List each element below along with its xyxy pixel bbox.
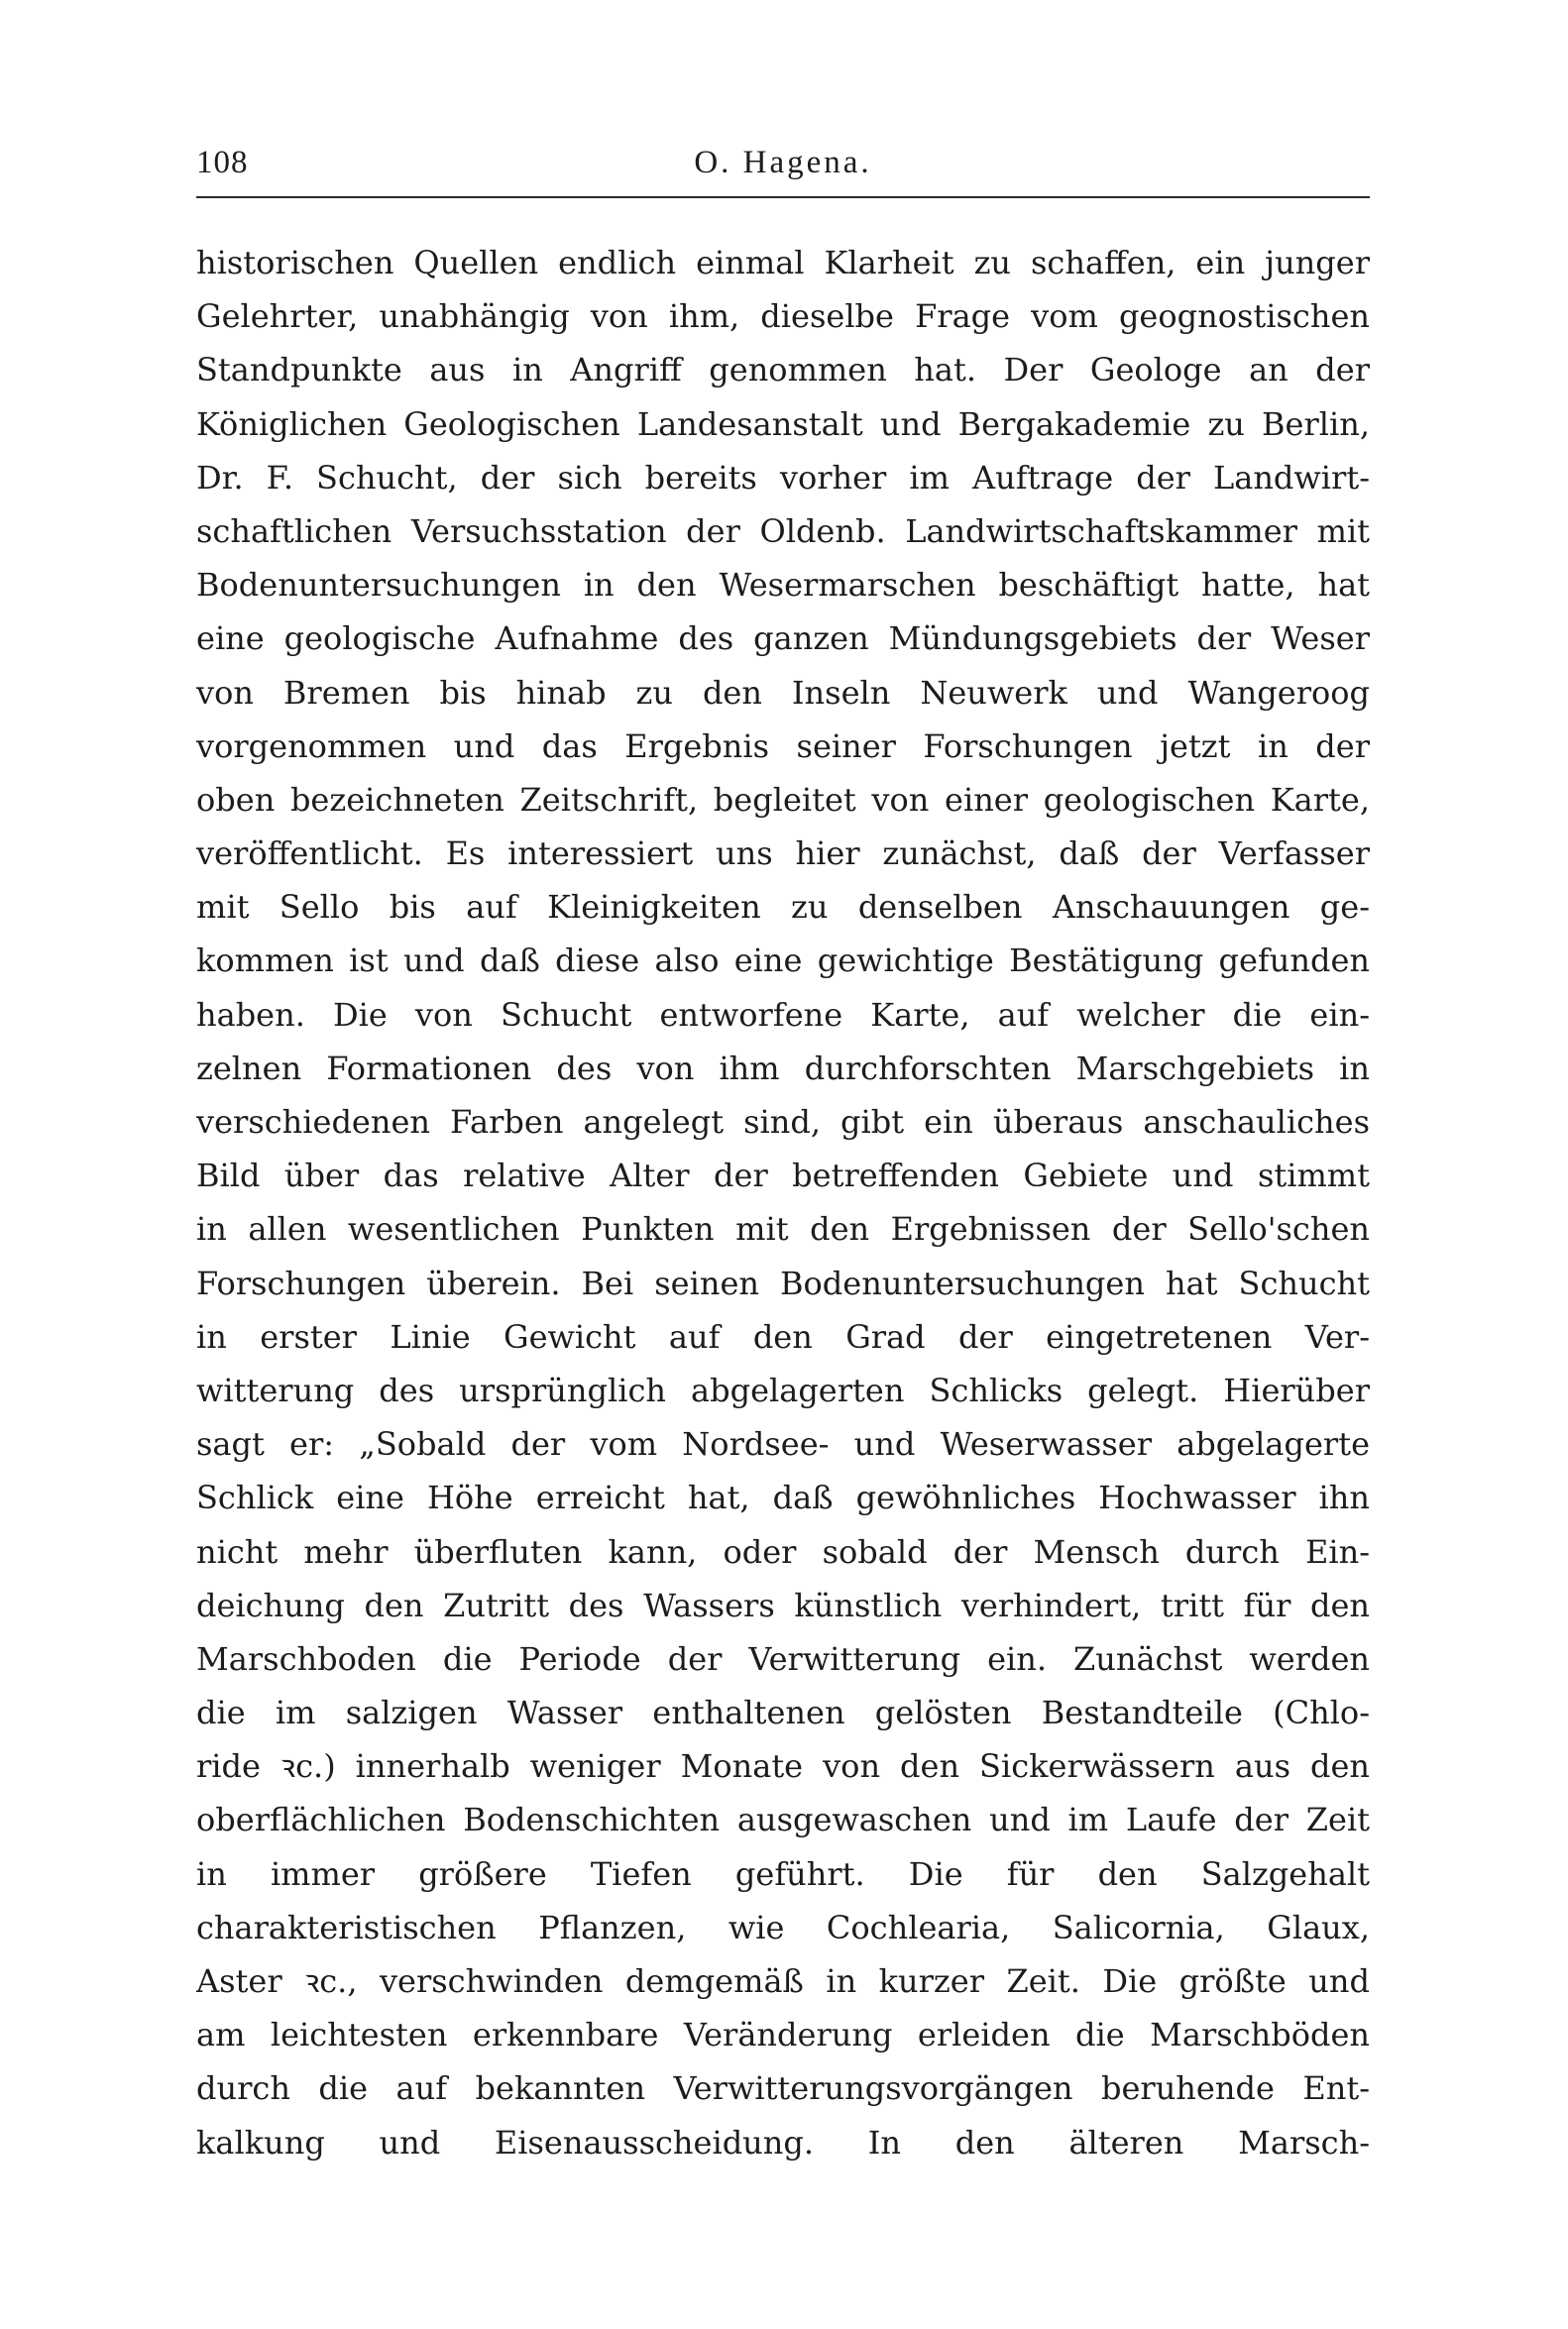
text-line: haben. Die von Schucht entworfene Karte, auf welcher die ein- — [196, 995, 1370, 1034]
running-head: O. Hagena. — [694, 145, 872, 180]
body-text — [196, 236, 1370, 2169]
text-line: von Bremen bis hinab zu den Inseln Neuwerk und Wangeroog — [196, 673, 1370, 712]
text-line: nicht mehr überfluten kann, oder sobald der Mensch durch Ein- — [196, 1532, 1370, 1571]
text-line: durch die auf bekannten Verwitterungsvorgängen beruhende Ent- — [196, 2069, 1370, 2108]
text-line: schaftlichen Versuchsstation der Oldenb. Landwirtschaftskammer mit — [196, 511, 1370, 550]
text-line: ride ꝛc.) innerhalb weniger Monate von den Sickerwässern aus den — [196, 1747, 1370, 1786]
text-line: Schlick eine Höhe erreicht hat, daß gewöhnliches Hochwasser ihn — [196, 1479, 1370, 1517]
text-line: verschiedenen Farben angelegt sind, gibt ein überaus anschauliches — [196, 1103, 1370, 1141]
text-line: Aster ꝛc., verschwinden demgemäß in kurzer Zeit. Die größte und — [196, 1962, 1370, 2000]
text-line: historischen Quellen endlich einmal Klarheit zu schaffen, ein junger — [196, 244, 1370, 281]
text-line: Bild über das relative Alter der betreffenden Gebiete und stimmt — [196, 1157, 1370, 1195]
header-rule — [196, 196, 1370, 198]
text-line: in allen wesentlichen Punkten mit den Ergebnissen der Sello'schen — [196, 1210, 1370, 1249]
text-line: deichung den Zutritt des Wassers künstlich verhindert, tritt für den — [196, 1586, 1370, 1624]
text-line: die im salzigen Wasser enthaltenen gelösten Bestandteile (Chlo- — [196, 1694, 1370, 1732]
text-line: in immer größere Tiefen geführt. Die für den Salzgehalt — [196, 1854, 1370, 1893]
text-line: kommen ist und daß diese also eine gewichtige Bestätigung gefunden — [196, 942, 1370, 980]
page-number: 108 — [196, 145, 249, 180]
text-line: sagt er: „Sobald der vom Nordsee- und Weserwasser abgelagerte — [196, 1425, 1370, 1464]
text-line: Marschboden die Periode der Verwitterung ein. Zunächst werden — [196, 1639, 1370, 1678]
text-line: veröffentlicht. Es interessiert uns hier zunächst, daß der Verfasser — [196, 834, 1370, 873]
text-line: Bodenuntersuchungen in den Wesermarschen beschäftigt hatte, hat — [196, 566, 1370, 605]
text-line: witterung des ursprünglich abgelagerten Schlicks gelegt. Hierüber — [196, 1371, 1370, 1409]
text-line: oben bezeichneten Zeitschrift, begleitet von einer geologischen Karte, — [196, 780, 1370, 819]
text-line: eine geologische Aufnahme des ganzen Mündungsgebiets der Weser — [196, 619, 1370, 658]
text-line: Königlichen Geologischen Landesanstalt und Bergakademie zu Berlin, — [196, 404, 1370, 443]
text-line: mit Sello bis auf Kleinigkeiten zu denselben Anschauungen ge- — [196, 888, 1370, 927]
text-line: Dr. F. Schucht, der sich bereits vorher im Auftrage der Landwirt- — [196, 458, 1370, 497]
text-line: vorgenommen und das Ergebnis seiner Forschungen jetzt in der — [196, 726, 1370, 765]
text-line: am leichtesten erkennbare Veränderung erleiden die Marschböden — [196, 2016, 1370, 2054]
text-line: Standpunkte aus in Angriff genommen hat. Der Geologe an der — [196, 351, 1370, 389]
text-line: Forschungen überein. Bei seinen Bodenuntersuchungen hat Schucht — [196, 1264, 1370, 1302]
text-line: Gelehrter, unabhängig von ihm, dieselbe Frage vom geognostischen — [196, 297, 1370, 336]
text-line: in erster Linie Gewicht auf den Grad der eingetretenen Ver- — [196, 1317, 1370, 1356]
text-line: kalkung und Eisenausscheidung. In den älteren Marsch- — [196, 2123, 1370, 2162]
text-line: oberflächlichen Bodenschichten ausgewaschen und im Laufe der Zeit — [196, 1801, 1370, 1839]
text-line: charakteristischen Pflanzen, wie Cochlearia, Salicornia, Glaux, — [196, 1908, 1370, 1946]
page-header — [196, 141, 1370, 196]
text-line: zelnen Formationen des von ihm durchforschten Marschgebiets in — [196, 1049, 1370, 1087]
